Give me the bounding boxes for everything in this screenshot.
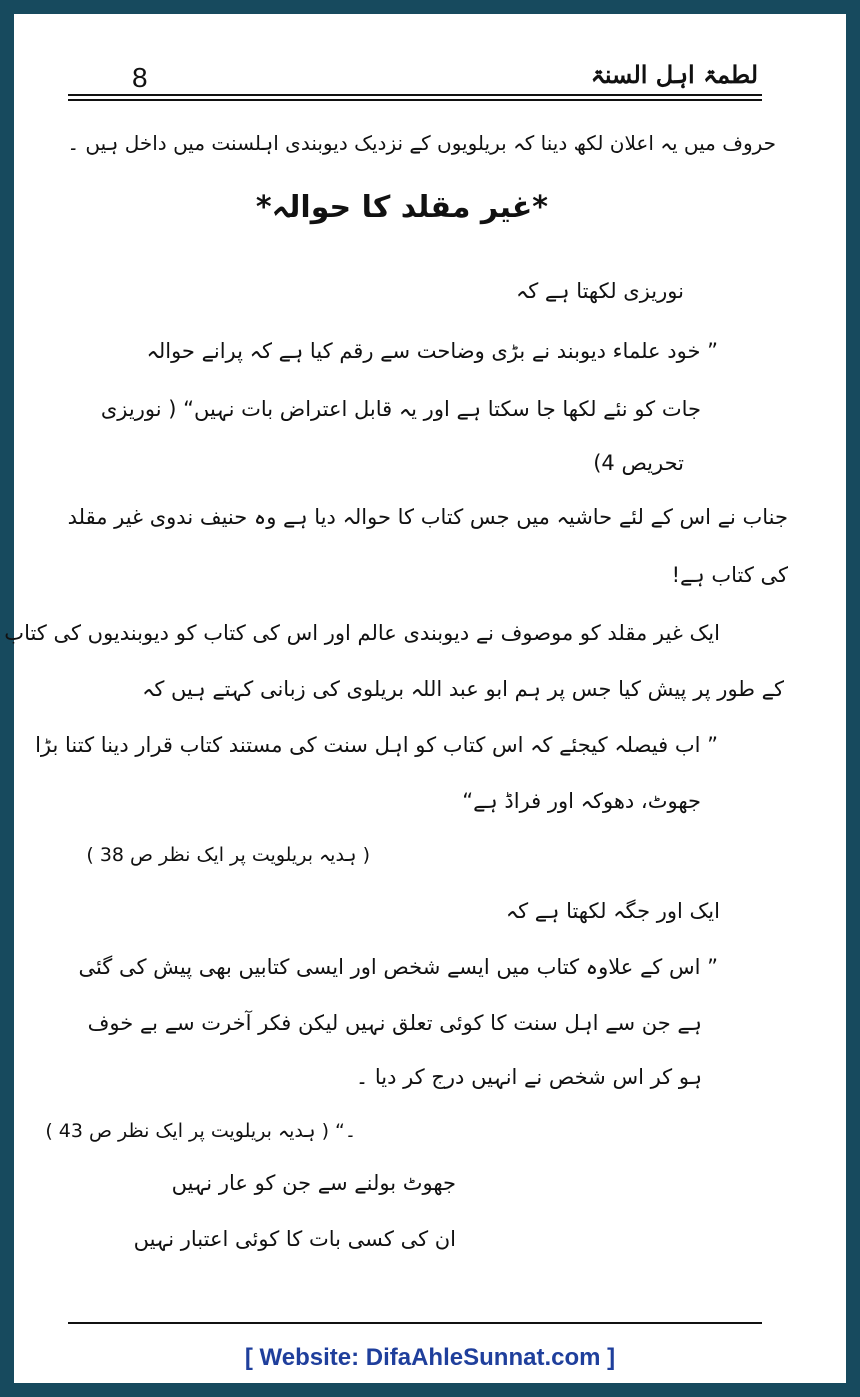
footer-rule [68,1322,762,1324]
text-line: کے طور پر پیش کیا جس پر ہم ابو عبد اللہ بریلوی کی زبانی کہتے ہیں کہ [142,677,784,701]
document-page [4,14,846,1383]
header-rule-bottom [68,99,762,101]
section-heading: *غیر مقلد کا حوالہ* [255,190,548,225]
quote-line: ” اب فیصلہ کیجئے کہ اس کتاب کو اہل سنت کی مستند کتاب قرار دینا کتنا بڑا [35,733,718,757]
text-line: ایک غیر مقلد کو موصوف نے دیوبندی عالم اور اس کی کتاب کو دیوبندیوں کی کتاب [4,621,720,645]
website-footer: [ Website: DifaAhleSunnat.com ] [244,1344,616,1371]
quote-line: ہے جن سے اہل سنت کا کوئی تعلق نہیں لیکن فکر آخرت سے بے خوف [87,1011,702,1035]
header-rule-top [68,94,762,96]
text-line: جناب نے اس کے لئے حاشیہ میں جس کتاب کا حوالہ دیا ہے وہ حنیف ندوی غیر مقلد [67,505,788,529]
text-line: نوریزی لکھتا ہے کہ [515,279,684,303]
book-title: لطمۃ اہل السنۃ [590,60,758,89]
verse-line: ان کی کسی بات کا کوئی اعتبار نہیں [133,1227,456,1251]
quote-line: ” خود علماء دیوبند نے بڑی وضاحت سے رقم کیا ہے کہ پرانے حوالہ [146,339,718,363]
citation: ۔“ ( ہدیہ بریلویت پر ایک نظر ص 43 ) [45,1120,356,1142]
text-line: ایک اور جگہ لکھتا ہے کہ [505,899,720,923]
quote-line: جات کو نئے لکھا جا سکتا ہے اور یہ قابل اعتراض بات نہیں“ ( نوریزی [100,397,701,421]
citation: تحریص 4) [593,451,684,475]
quote-line: ہو کر اس شخص نے انہیں درج کر دیا ۔ [355,1065,702,1089]
quote-line: ” اس کے علاوہ کتاب میں ایسے شخص اور ایسی کتابیں بھی پیش کی گئی [78,955,718,979]
citation: ( ہدیہ بریلویت پر ایک نظر ص 38 ) [86,844,370,866]
text-line: کی کتاب ہے! [671,563,788,587]
quote-line: جھوٹ، دھوکہ اور فراڈ ہے“ [462,789,701,813]
text-line: حروف میں یہ اعلان لکھ دینا کہ بریلویوں کے نزدیک دیوبندی اہلسنت میں داخل ہیں ۔ [67,131,776,155]
page-number: 8 [132,62,148,93]
verse-line: جھوٹ بولنے سے جن کو عار نہیں [171,1171,456,1195]
